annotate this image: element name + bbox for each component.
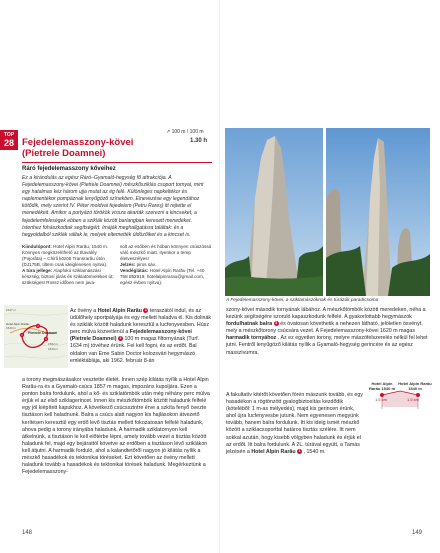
- place-name: Hotel Alpin Rarău: [251, 448, 296, 455]
- body-text: , 1540 m.: [303, 448, 326, 455]
- map-marker-label: 1: [21, 334, 23, 337]
- info-text: piros sáv.: [136, 262, 156, 267]
- body-text: szony-kövei második tornyának lábához. A mészkőtömbök között meredeken, néha a kezünk segítségére szoruló kapaszkodunk felfelé. A gyakorlottabb hegymászók: [226, 307, 426, 321]
- page-number-right: 149: [412, 530, 423, 536]
- body-paragraph: [226, 307, 434, 357]
- info-column-1: [22, 244, 114, 286]
- info-text: Alapfokú sziklamászási készség, biztosí járás és sziklatörmelékes út; szükséges! Rossz időben nem java-: [22, 268, 114, 285]
- info-text: Hotel Alpin Rarău, 1540 m. Könnyen megközelíthető az Iltaváléy (Pojorâta) – Chirli között Transrarău útón (DJ175B, tiltem csak ideiglenesen nyitva).: [22, 244, 109, 267]
- map-label: 1620 m: [48, 347, 59, 351]
- highlight-text: harmadik tornyához: [226, 335, 277, 342]
- highlight-text: fordulhatnak balra: [226, 321, 273, 328]
- body-paragraph: [70, 308, 212, 365]
- elevation-profile: [367, 381, 433, 413]
- rock-tower-photo-1: [225, 128, 323, 296]
- info-label: Kiindulópont:: [22, 244, 52, 249]
- body-text: . Az ez egyetlen torony, melyre mászófelszerelés nélkül fel lehet jutni. Fentről lenyűgöző kilátás nyílik a Gyamaló-hegység gerincére és az egész masszívumra.: [226, 335, 428, 356]
- route-subheading: Ráró fejedelemasszony kőveihez: [22, 166, 116, 172]
- place-name: Fejedelemasszony-kövei (Pietrele Doamnei): [70, 329, 192, 343]
- map-label: 1540 m: [6, 326, 17, 330]
- title-rule: [22, 162, 212, 163]
- body-text: A fakultatív kitérőt követően fórén mászunk tovább, és egy hasadékon a rögtönzött gyalogbiztosítás kezdődik (köteléből: 1 m-as mélyedés), majd kis gerincen érünk, ahol újra lucfenyvesbe jutunk. Nem egyenesen megyünk tovább, hanem balra fordulunk. Itt kis ideig ismét mészkő között a sziklacsoporttal határos tisztás szélére. Itt nem sokkal azután, hogy kisebb völgyben haladunk és érjük el az erdőt. Itt balra fordulunk. A 2L. túrával együtt, a Tamás jelzésén a: [226, 392, 363, 455]
- body-paragraph: [226, 392, 364, 456]
- body-text: Az övény a: [70, 308, 98, 314]
- top-label: TOP: [3, 132, 15, 138]
- intro-paragraph: Ez a kirándulás az egész Ráró–Gyamaló-hegység fő attrakciója. A Fejedelemasszony-kövei (Pietrele Doamnei) mészkősziklás csoport tornyai, mint egy hatalmas kéz három ujja mutat az ég felé. Különleges napkeltékor és naplementékor pompáznak lenyűgöző színekben. Elnevezése egy legendához kötődik, mely szerint IV. Péter moldvai fejedelem (Petru Rareș) itt rejtette el menedékeit. Amikor a portyázó törökök vissza akarták szerezni a kincseket, a fejedelemfeleségek ebben a sziklák között barlangban keresett menedéket. Istenhez fohászkodtak segítségért. Imáják meghallgatásra találtak: és a hegyoldalból sziklák váltak le, melyek eltemették üldözőiket és a kincset is.: [22, 175, 204, 238]
- route-duration: 1.30 h: [190, 138, 208, 144]
- elevation-end-label: Hotel Alpin Rarău 1540 m: [398, 381, 432, 391]
- info-label: Vendéglátás:: [120, 268, 149, 273]
- route-map: [4, 305, 68, 368]
- map-label: Pietrele Doamnei: [28, 331, 58, 335]
- map-label: Hotel Alpin Rarău: [6, 322, 30, 326]
- route-title: Fejedelemasszony-kövei (Pietrele Doamnei): [22, 137, 134, 159]
- body-text: 100 m magas filtornyának (Turf. 1634 m) tövéhez érünk. Fel kell fogni, és az erdőt. Bal oldalon van Eme Sabin Doctor kolozsvári hegymászó emléktáblája, aki 1962. február 8-án: [70, 336, 200, 364]
- info-text: solt az esőben és hóban könnyen csúszóssá váló mészkő miatt. Ilyenkor a terep életveszélyes!: [120, 244, 212, 261]
- elevation-stats: ↗ 100 m \ 100 m: [166, 129, 204, 135]
- elevation-distance: 1.5 km: [375, 397, 388, 402]
- body-text: és óvatosan követhetik a nehezen látható, jelöletlen ösvényt, mely a mészkőtorony csúcsára vezet. A Fejedelemasszony-kövei 1620 m magas: [226, 321, 423, 335]
- map-label: 1562 m: [48, 342, 59, 346]
- info-column-2: [120, 244, 212, 286]
- route-number-badge: [0, 130, 18, 150]
- marker-badge: 1: [298, 448, 301, 453]
- info-label: Jelzés:: [120, 262, 136, 267]
- info-text: Hotel Alpin Rarău (Tel. +40 758 852919, hotelalpinrarau@gmail.com, egész évben nyitva).: [120, 268, 205, 285]
- page-number-left: 148: [22, 530, 33, 536]
- route-number: 28: [3, 138, 14, 148]
- body-paragraph: a torony megmászásakor vesztette életét. Innen szép kilátás nyílik a Hotel Alpin Rarău-ra és a Gyamaló-csúcs 1857 m magas, impozáns kupoljára. Ezen a ponton balra fordulunk, ahol a kő- és sziklatömbök után még néhány perc múlva érjük el az első sziklagerincet. Innen kis mészkőtömbök között haladunk felfelé egy jól kiépített kapukhoz. A következő csúcsszintre érve a szkíta fenyő övezte tisztáson kell haladnunk. Balra a csúcs alatt nagyon kis hajlásokon átvezető kerítésen keresztül egy erdő levő tisztás mellett fokozatosan felfelé haladunk, ahova pedig a torony irányába haladunk. A harmadik sziklatornyon kell átkelnünk, a tisztáson le kell előtérbe lépni, amely tovább vezet a tisztás között haladunk fel, majd egy bejárattól követve az erdőben a tisztáson lévő sziklákon kell átjutni. A harmadik forduló, ahol a kalandtetőről nagyon jó kilátás nyílik a mészkő hasadékok és tektonikai töréseket. Ezt követően az övény mellett haladunk tovább a hasadékok és tektonikai törések haladunk. Megérkeztünk a Fejedelemasszony-: [22, 377, 210, 476]
- place-name: Hotel Alpin Rarău: [97, 308, 142, 314]
- map-marker-label: 2: [37, 325, 39, 328]
- body-text: teraszától indul, és az üdülőhely sportpályája és egy mellett haladva él. Kis dolinák és sziklák között haladunk keresztül a lucfenyvesben. Húsz perc múlva közvetlenül a: [70, 308, 212, 336]
- map-label: 1647 m: [6, 308, 17, 312]
- elevation-start-label: Hotel Alpin Rarău 1540 m: [368, 381, 395, 391]
- photo-caption: A Fejedelemasszony-kövei, a sziklamászóknak és túrázók paradicsoma: [226, 298, 379, 303]
- rock-tower-photo-2: [326, 128, 430, 296]
- elevation-distance: 1.5 km: [407, 397, 420, 402]
- marker-badge: 1: [144, 308, 147, 313]
- info-label: A túra jellege:: [22, 268, 53, 273]
- marker-badge: 2: [119, 336, 122, 341]
- map-marker-label: 3: [45, 338, 47, 341]
- marker-badge: 3: [275, 321, 278, 326]
